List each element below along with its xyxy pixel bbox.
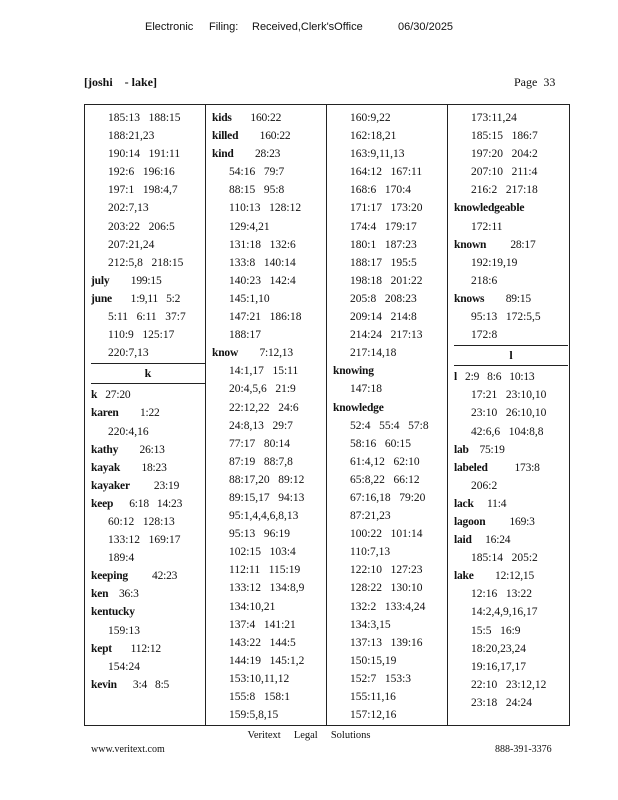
index-word-entry — [91, 441, 205, 459]
index-page-refs: 7:12,13 — [238, 347, 293, 360]
index-page-refs: 207:10 211:4 — [471, 166, 538, 179]
index-page-refs: 26:13 — [118, 443, 165, 456]
index-page-refs: 23:10 26:10,10 — [471, 407, 547, 420]
index-page-refs: 220:7,13 — [108, 347, 149, 360]
index-page-refs: 27:20 — [97, 389, 131, 402]
index-word-entry — [91, 640, 205, 658]
index-word-entry — [454, 459, 568, 477]
index-word-entry — [212, 109, 326, 127]
index-page-refs: 23:19 — [129, 479, 180, 492]
index-word: k — [91, 389, 98, 402]
index-page-refs: 188:17 — [229, 329, 261, 342]
index-page-refs: 112:11 115:19 — [229, 564, 301, 577]
index-word-entry — [91, 477, 205, 495]
index-page-refs: 128:22 130:10 — [350, 582, 423, 595]
index-word-entry — [454, 513, 568, 531]
column-divider — [205, 105, 206, 725]
case-title: [joshi - lake] — [84, 75, 157, 89]
index-word-entry — [91, 676, 205, 694]
index-page-refs: 164:12 167:11 — [350, 166, 423, 179]
index-page-refs: 218:6 — [471, 274, 498, 287]
index-page-refs: 14:2,4,9,16,17 — [471, 606, 538, 619]
index-page-refs: 143:22 144:5 — [229, 636, 296, 649]
index-page-refs: 205:8 208:23 — [350, 292, 417, 305]
index-page-refs: 212:5,8 218:15 — [108, 256, 184, 269]
index-page-refs: 22:10 23:12,12 — [471, 678, 547, 691]
index-word-entry — [91, 290, 205, 308]
index-page-refs: 134:10,21 — [229, 600, 276, 613]
index-word: july — [91, 274, 110, 287]
index-page-refs: 147:18 — [350, 383, 382, 396]
index-page-refs: 163:9,11,13 — [350, 148, 405, 161]
index-word-entry — [91, 272, 205, 290]
index-page-refs: 28:17 — [486, 238, 536, 251]
index-page-refs: 150:15,19 — [350, 654, 397, 667]
index-page-refs: 189:4 — [108, 552, 135, 565]
index-word-entry — [454, 531, 568, 549]
index-page-refs: 110:9 125:17 — [108, 329, 175, 342]
index-word: knowledgeable — [454, 202, 525, 215]
index-word-entry — [454, 441, 568, 459]
index-page-refs: 147:21 186:18 — [229, 311, 302, 324]
index-page-refs: 137:13 139:16 — [350, 636, 423, 649]
index-word-entry — [454, 495, 568, 513]
index-word: laid — [454, 534, 472, 547]
index-word: knowing — [333, 365, 374, 378]
index-page-refs: 188:21,23 — [108, 130, 155, 143]
index-word-entry — [91, 495, 205, 513]
index-page-refs: 160:9,22 — [350, 112, 391, 124]
index-word: killed — [212, 130, 239, 143]
index-page-refs: 19:16,17,17 — [471, 660, 526, 673]
index-column-1 — [91, 109, 205, 725]
index-page-refs: 160:22 — [231, 112, 282, 124]
index-word: kids — [212, 112, 232, 124]
index-page-refs: 154:24 — [108, 660, 140, 673]
index-page-refs: 89:15,17 94:13 — [229, 491, 305, 504]
index-page-refs: 95:13 172:5,5 — [471, 311, 541, 324]
index-page-refs: 155:8 158:1 — [229, 691, 291, 703]
index-page-refs: 217:14,18 — [350, 347, 397, 360]
index-page-refs: 202:7,13 — [108, 202, 149, 215]
index-page-refs: 61:4,12 62:10 — [350, 455, 420, 468]
index-word-entry — [212, 127, 326, 145]
index-page-refs: 122:10 127:23 — [350, 564, 423, 577]
index-word: lab — [454, 443, 469, 456]
filing-header-received: Received,Clerk'sOffice — [252, 21, 363, 33]
filing-header-date: 06/30/2025 — [398, 21, 454, 33]
index-page-refs: 17:21 23:10,10 — [471, 389, 547, 402]
index-word-entry — [212, 145, 326, 163]
index-word: lack — [454, 497, 474, 510]
footer-website: www.veritext.com — [91, 744, 165, 755]
index-page-refs: 58:16 60:15 — [350, 437, 412, 450]
index-word: kind — [212, 148, 234, 161]
index-page-refs: 52:4 55:4 57:8 — [350, 419, 429, 432]
index-page-refs: 11:4 — [473, 497, 507, 510]
index-word: kentucky — [91, 606, 135, 619]
index-page-refs: 216:2 217:18 — [471, 184, 538, 197]
index-word: ken — [91, 588, 109, 601]
index-page-refs: 153:10,11,12 — [229, 672, 290, 685]
index-page-refs: 209:14 214:8 — [350, 311, 417, 324]
index-word: knows — [454, 292, 485, 305]
index-page-refs: 173:8 — [487, 461, 540, 474]
index-word: keeping — [91, 570, 128, 583]
index-page-refs: 134:3,15 — [350, 618, 391, 631]
index-page-refs: 162:18,21 — [350, 130, 397, 143]
index-word: know — [212, 347, 239, 360]
index-page-refs: 36:3 — [108, 588, 139, 601]
index-page-refs: 198:18 201:22 — [350, 274, 423, 287]
filing-header-filing: Filing: — [209, 21, 239, 33]
index-page-refs: 172:8 — [471, 329, 498, 342]
index-page-refs: 180:1 187:23 — [350, 238, 417, 251]
index-page-refs: 89:15 — [484, 292, 531, 305]
index-page-refs: 77:17 80:14 — [229, 437, 291, 450]
index-page-refs: 197:20 204:2 — [471, 148, 538, 161]
page-number: Page 33 — [514, 75, 556, 89]
index-page-refs: 2:9 8:6 10:13 — [457, 371, 535, 384]
index-word: keep — [91, 497, 114, 510]
filing-header-electronic: Electronic — [145, 21, 194, 33]
index-page-refs: 188:17 195:5 — [350, 256, 417, 269]
index-page-refs: 12:16 13:22 — [471, 588, 533, 601]
index-page-refs: 140:23 142:4 — [229, 274, 296, 287]
index-word: knowledge — [333, 401, 384, 414]
index-page-refs: 173:11,24 — [471, 112, 517, 124]
index-page-refs: 203:22 206:5 — [108, 220, 175, 233]
index-page-refs: 87:19 88:7,8 — [229, 455, 293, 468]
index-page-refs: 87:21,23 — [350, 510, 391, 523]
footer-phone: 888-391-3376 — [495, 744, 552, 755]
index-page-refs: 160:22 — [238, 130, 291, 143]
index-page-refs: 192:19,19 — [471, 256, 518, 269]
index-page-refs: 18:20,23,24 — [471, 642, 526, 655]
index-word-entry — [454, 567, 568, 585]
footer-company: Veritext Legal Solutions — [247, 730, 371, 741]
letter-section-header: l — [454, 345, 568, 366]
word-index-table — [84, 104, 570, 726]
index-page-refs: 1:9,11 5:2 — [111, 292, 181, 305]
index-page-refs: 144:19 145:1,2 — [229, 654, 305, 667]
index-page-refs: 28:23 — [233, 148, 281, 161]
index-page-refs: 12:12,15 — [473, 570, 535, 583]
index-page-refs: 65:8,22 66:12 — [350, 473, 420, 486]
index-page-refs: 192:6 196:16 — [108, 166, 175, 179]
index-page-refs: 1:22 — [118, 407, 160, 420]
index-word: lake — [454, 570, 474, 583]
index-page-refs: 133:8 140:14 — [229, 256, 296, 269]
index-page-refs: 102:15 103:4 — [229, 546, 296, 559]
index-page-refs: 214:24 217:13 — [350, 329, 423, 342]
index-page-refs: 42:23 — [127, 570, 178, 583]
index-page-refs: 100:22 101:14 — [350, 528, 423, 541]
index-page-refs: 88:15 95:8 — [229, 184, 285, 197]
index-word: june — [91, 292, 112, 305]
index-word: lagoon — [454, 515, 486, 528]
index-page-refs: 15:5 16:9 — [471, 624, 521, 637]
index-page-refs: 67:16,18 79:20 — [350, 491, 426, 504]
index-page-refs: 23:18 24:24 — [471, 696, 533, 709]
index-page-refs: 152:7 153:3 — [350, 672, 412, 685]
index-page-refs: 185:14 205:2 — [471, 552, 538, 565]
index-column-4 — [454, 109, 568, 725]
index-page-refs: 75:19 — [468, 443, 505, 456]
index-page-refs: 129:4,21 — [229, 220, 270, 233]
index-page-refs: 206:2 — [471, 479, 498, 492]
index-word-entry — [91, 585, 205, 603]
index-page-refs: 171:17 173:20 — [350, 202, 423, 215]
index-word: known — [454, 238, 487, 251]
index-word-entry — [91, 404, 205, 422]
index-page-refs: 14:1,17 15:11 — [229, 365, 299, 378]
index-page-refs: 168:6 170:4 — [350, 184, 412, 197]
column-divider — [326, 105, 327, 725]
index-page-refs: 157:12,16 — [350, 709, 397, 722]
index-page-refs: 133:12 134:8,9 — [229, 582, 305, 595]
index-word-entry — [454, 199, 568, 217]
index-word: kayak — [91, 461, 121, 474]
index-page-refs: 20:4,5,6 21:9 — [229, 383, 296, 396]
index-page-refs: 3:4 8:5 — [116, 678, 170, 691]
index-page-refs: 185:13 188:15 — [108, 112, 181, 124]
index-page-refs: 6:18 14:23 — [113, 497, 183, 510]
index-page-refs: 112:12 — [111, 642, 161, 655]
index-page-refs: 16:24 — [471, 534, 511, 547]
index-page-refs: 137:4 141:21 — [229, 618, 296, 631]
index-page-refs: 133:12 169:17 — [108, 534, 181, 547]
index-page-refs: 131:18 132:6 — [229, 238, 296, 251]
index-page-refs: 22:12,22 24:6 — [229, 401, 299, 414]
index-word-entry — [454, 290, 568, 308]
index-page-refs: 172:11 — [471, 220, 503, 233]
index-word-entry — [91, 459, 205, 477]
index-page-refs: 5:11 6:11 37:7 — [108, 311, 186, 324]
index-word: kept — [91, 642, 112, 655]
index-page-refs: 18:23 — [120, 461, 167, 474]
index-word-entry — [212, 344, 326, 362]
index-word: l — [454, 371, 457, 384]
index-page-refs: 110:13 128:12 — [229, 202, 302, 215]
index-page-refs: 174:4 179:17 — [350, 220, 417, 233]
index-column-2 — [212, 109, 326, 725]
index-page-refs: 42:6,6 104:8,8 — [471, 425, 544, 438]
index-word: labeled — [454, 461, 488, 474]
index-word-entry — [454, 236, 568, 254]
index-word: kathy — [91, 443, 119, 456]
index-page-refs: 132:2 133:4,24 — [350, 600, 426, 613]
index-page-refs: 190:14 191:11 — [108, 148, 181, 161]
index-page-refs: 60:12 128:13 — [108, 515, 175, 528]
electronic-filing-header — [0, 21, 618, 37]
index-page-refs: 145:1,10 — [229, 292, 270, 305]
index-page-refs: 24:8,13 29:7 — [229, 419, 293, 432]
index-word: kayaker — [91, 479, 130, 492]
index-word: kevin — [91, 678, 117, 691]
index-column-3 — [333, 109, 447, 725]
index-page-refs: 169:3 — [485, 515, 535, 528]
index-word-entry — [91, 567, 205, 585]
index-word-entry — [91, 386, 205, 404]
index-page-refs: 197:1 198:4,7 — [108, 184, 178, 197]
index-page-refs: 159:5,8,15 — [229, 709, 279, 722]
column-divider — [447, 105, 448, 725]
index-word-entry — [333, 399, 447, 417]
index-page-refs: 95:1,4,4,6,8,13 — [229, 510, 299, 523]
index-word-entry — [333, 362, 447, 380]
index-page-refs: 159:13 — [108, 624, 140, 637]
index-word-entry — [91, 603, 205, 621]
index-page-refs: 199:15 — [109, 274, 162, 287]
index-page-refs: 207:21,24 — [108, 238, 155, 251]
index-word-entry — [454, 368, 568, 386]
index-page-refs: 54:16 79:7 — [229, 166, 285, 179]
index-page-refs: 95:13 96:19 — [229, 528, 291, 541]
index-page-refs: 220:4,16 — [108, 425, 149, 438]
index-word: karen — [91, 407, 119, 420]
index-page-refs: 88:17,20 89:12 — [229, 473, 305, 486]
index-page-refs: 155:11,16 — [350, 691, 396, 703]
letter-section-header: k — [91, 363, 205, 384]
index-page-refs: 185:15 186:7 — [471, 130, 538, 143]
index-page-refs: 110:7,13 — [350, 546, 391, 559]
